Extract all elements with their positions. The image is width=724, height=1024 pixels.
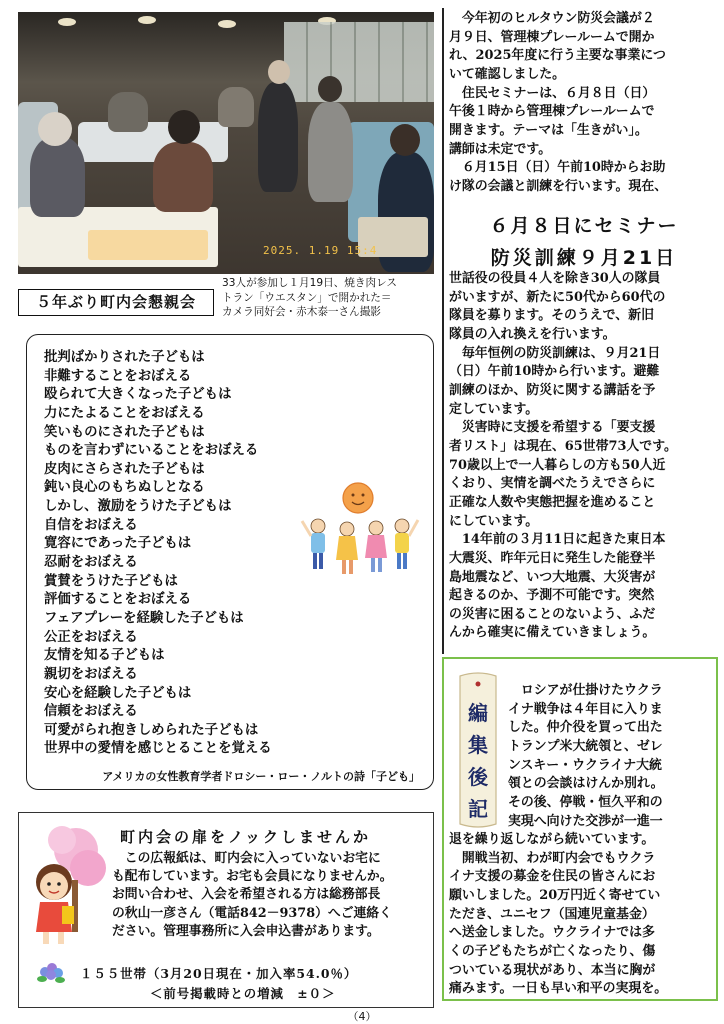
article-line: 災害時に支援を希望する「要支援 (449, 420, 656, 436)
editor-line: ついている現状があり、本当に胸が (449, 962, 656, 978)
article-line: 起きるのか、予測不可能です。突然 (449, 588, 655, 604)
editor-note-text (508, 682, 712, 831)
membership-line: お問い合わせ、入会を希望される方は総務部長 (112, 887, 381, 903)
girl-blossom-icon (28, 820, 108, 948)
article-line: んから確実に備えていきましょう。 (449, 625, 656, 641)
editor-line: くの子どもたちが亡くなったり、傷 (449, 943, 656, 959)
article-line: ６月15日（日）午前10時からお助 (449, 160, 666, 176)
photo-caption-line: 33人が参加し１月19日、焼き肉レス (222, 277, 397, 289)
poem-line: 賞賛をうけた子どもは (44, 572, 178, 589)
editor-line: ただき、ユニセフ（国連児童基金） (449, 906, 655, 922)
disaster-article-intro (449, 10, 719, 197)
article-line: 毎年恒例の防災訓練は、９月21日 (449, 345, 661, 361)
article-line: 隊員の入れ換えを行います。 (449, 326, 616, 342)
headline-seminar: ６月８日にセミナー (489, 215, 679, 237)
membership-line: ださい。管理事務所に入会申込書があります。 (112, 923, 380, 939)
poem-line: フェアプレーを経験した子どもは (44, 609, 244, 626)
photo-caption (222, 276, 436, 320)
article-line: れ、2025年度に行う主要な事業につ (449, 48, 666, 64)
photo-caption-line: トラン「ウエスタン」で開かれた＝ (222, 291, 392, 304)
editor-line: 開戦当初、わが町内会でもウクラ (449, 850, 656, 866)
article-line: くおり、実情を調べたうえでさらに (449, 476, 656, 492)
article-line: 訓練のほか、防災に関する講話を予 (449, 382, 656, 398)
poem-line: 自信をおぼえる (44, 516, 138, 533)
editor-line: ンスキー・ウクライナ大統 (508, 757, 662, 773)
article-line: 開きます。テーマは「生きがい」。 (449, 122, 648, 138)
article-line: 講師は未定です。 (449, 141, 552, 157)
poem-credit: アメリカの女性教育学者ドロシー・ロー・ノルトの詩「子ども」 (102, 770, 420, 783)
editor-line: ロシアが仕掛けたウクラ (508, 683, 663, 698)
article-line: 月９日、管理棟プレールームで開か (449, 29, 655, 45)
article-line: 正確な人数や実態把握を進めること (449, 494, 656, 510)
poem-line: 笑いものにされた子どもは (44, 423, 205, 440)
headline-drill: 防災訓練９月21日 (490, 247, 678, 269)
article-line: 14年前の３月11日に起きた東日本 (449, 532, 666, 548)
article-line: 70歳以上で一人暮らしの方も50人近 (449, 457, 666, 473)
membership-body (112, 850, 428, 941)
article-line: にしています。 (449, 513, 539, 529)
editor-line: イナ支援の募金を住民の皆さんにお (449, 869, 656, 885)
poem-line: 殴られて大きくなった子どもは (44, 386, 232, 403)
article-line: 島地震など、いつ大地震、大災害が (449, 569, 656, 585)
membership-line: この広報紙は、町内会に入っていないお宅に (112, 851, 381, 866)
membership-line: の秋山一彦さん（電話842－9378）へご連絡く (112, 905, 392, 921)
children-icon (302, 519, 418, 574)
editor-line: 願いしました。20万円近く寄せてい (449, 887, 661, 903)
poem (44, 348, 334, 758)
poem-line: 世界中の愛情を感じとることを覚える (44, 740, 272, 757)
badge-char: 記 (468, 797, 488, 821)
editor-line: その後、停戦・恒久平和の (508, 794, 663, 810)
poem-line: 寛容にであった子どもは (44, 535, 192, 552)
article-line: （日）午前10時から行います。避難 (449, 364, 660, 380)
badge-char: 後 (468, 765, 488, 789)
article-line: 住民セミナーは、６月８日（日） (449, 85, 656, 101)
article-line: 定しています。 (449, 401, 539, 417)
sun-children-illustration (292, 476, 422, 591)
poem-line: 鈍い良心のもちぬしとなる (44, 479, 205, 496)
editor-line: イナ戦争は４年目に入りま (508, 701, 663, 717)
party-photo (18, 12, 434, 274)
photo-date-stamp: 2025. 1.19 15:4 (263, 244, 378, 257)
article-line: 隊員を募ります。そのうえで、新旧 (449, 308, 654, 324)
poem-line: 力にたよることをおぼえる (44, 404, 205, 421)
photo-caption-line: カメラ同好会・赤木泰一さん撮影 (222, 306, 381, 319)
household-count: １５５世帯（3月20日現在・加入率54.0％） (80, 966, 358, 981)
article-line: 午後１時から管理棟プレールームで (449, 104, 655, 120)
badge-char: 集 (468, 733, 488, 757)
article-line: いて確認しました。 (449, 66, 566, 82)
membership-line: も配布しています。お宅も会員になりませんか。 (112, 869, 393, 885)
badge-char: 編 (468, 701, 488, 725)
editor-line: 領との会談はけんか別れ。 (508, 776, 664, 792)
photo-title: ５年ぶり町内会懇親会 (18, 289, 214, 316)
editor-line: トランプ米大統領と、ゼレ (508, 738, 663, 754)
poem-line: 安心を経験した子どもは (44, 684, 192, 701)
poem-line: 皮肉にさらされた子どもは (44, 460, 205, 477)
article-line: 今年初のヒルタウン防災会議が２ (449, 11, 655, 26)
disaster-article-body (449, 270, 719, 643)
poem-line: しかし、激励をうけた子どもは (44, 498, 232, 515)
poem-line: 可愛がられ抱きしめられた子どもは (44, 721, 259, 738)
poem-line: 批判ばかりされた子どもは (44, 349, 205, 365)
article-line: の災害に困ることのないよう、ふだ (449, 606, 656, 622)
article-line: け隊の会議と訓練を行います。現在、 (449, 178, 668, 194)
editor-line: 実現へ向けた交渉が一進一 (508, 813, 663, 829)
poem-line: 親切をおぼえる (44, 665, 138, 682)
sun-icon (343, 483, 373, 513)
hydrangea-icon (36, 960, 66, 984)
membership-title: 町内会の扉をノックしませんか (120, 828, 371, 846)
editor-line: へ送金しました。ウクライナでは多 (449, 925, 655, 941)
editor-line: 痛みます。一日も早い和平の実現を。 (449, 981, 668, 997)
poem-line: 公正をおぼえる (44, 628, 138, 645)
editor-line: 退を繰り返しながら続いています。 (449, 832, 655, 847)
poem-line: 忍耐をおぼえる (44, 554, 138, 571)
household-change: ＜前号掲載時との増減 ±０＞ (150, 986, 336, 1001)
poem-line: 友情を知る子どもは (44, 647, 165, 664)
article-line: がいますが、新たに50代から60代の (449, 289, 666, 305)
article-line: 世話役の役員４人を除き30人の隊員 (449, 271, 661, 286)
poem-line: 信頼をおぼえる (44, 703, 138, 720)
poem-line: 評価することをおぼえる (44, 591, 192, 608)
column-divider (442, 8, 444, 654)
editor-note-badge (456, 670, 500, 830)
editor-line: した。仲介役を買って出た (508, 720, 663, 736)
poem-line: 非難することをおぼえる (44, 367, 192, 384)
article-line: 大震災、昨年元日に発生した能登半 (449, 550, 656, 566)
article-line: 者リスト」は現在、65世帯73人です。 (449, 438, 677, 454)
poem-line: ものを言わずにいることをおぼえる (44, 442, 259, 459)
page-number: （4） (347, 1010, 377, 1023)
editor-note-text-continued (449, 831, 711, 999)
